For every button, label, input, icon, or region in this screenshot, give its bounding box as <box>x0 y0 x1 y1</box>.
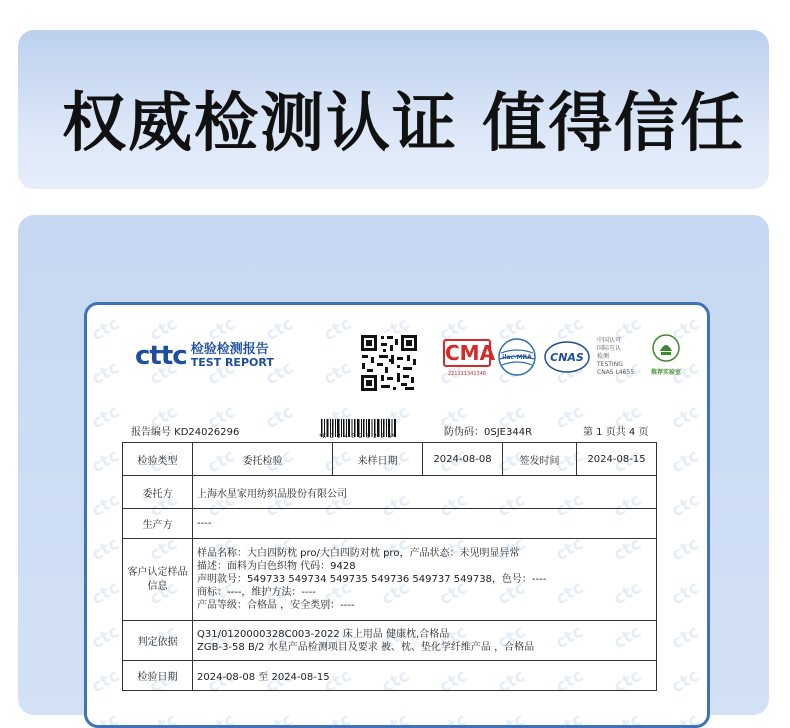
test-date-label: 检验日期 <box>123 661 193 691</box>
basis-label: 判定依据 <box>123 621 193 661</box>
client-label: 委托方 <box>123 476 193 509</box>
sample-info-value <box>193 539 657 621</box>
qr-code-icon <box>359 333 419 393</box>
cma-label: CMA <box>445 341 496 365</box>
basis-line: Q31/0120000328C003-2022 床上用品 健康枕,合格品 <box>197 628 450 640</box>
sample-date-value: 2024-08-08 <box>423 443 503 476</box>
logo-mark: cttc <box>135 341 187 371</box>
ilac-mra-icon <box>497 337 537 377</box>
logo-en: TEST REPORT <box>190 356 274 370</box>
ilac-label: ilac-MRA <box>502 354 532 361</box>
sample-info-line: 产品等级：合格品 ，安全类别：---- <box>197 600 355 611</box>
client-value: 上海水星家用纺织品股份有限公司 <box>193 476 657 509</box>
cmaf-label: 推荐实验室 <box>650 369 681 376</box>
type-value: 委托检验 <box>193 443 333 476</box>
test-report-certificate <box>84 302 710 728</box>
report-table <box>122 442 657 691</box>
producer-value: ---- <box>193 509 657 539</box>
cnas-text: 中国认可 国际互认 检测 TESTING CNAS L4655 <box>597 337 635 376</box>
cmaf-icon <box>651 333 681 363</box>
basis-value <box>193 621 657 661</box>
sample-info-line: 商标：----，维护方法：---- <box>197 587 316 598</box>
cnas-icon <box>544 340 590 374</box>
table-row <box>123 443 657 476</box>
table-row <box>123 539 657 621</box>
issue-date-label: 签发时间 <box>503 443 577 476</box>
sample-info-line: 声明款号：549733 549734 549735 549736 549737 549738，色号：---- <box>197 574 547 585</box>
report-number: 报告编号 KD24026296 <box>131 427 240 438</box>
banner-title: 权威检测认证 值得信任 <box>62 87 747 161</box>
sample-info-line: 样品名称：大白四防枕 pro/大白四防对枕 pro，产品状态：未见明显异常 <box>197 548 520 559</box>
cttc-logo <box>135 341 274 371</box>
logo-cn: 检验检测报告 <box>190 342 269 358</box>
test-date-value: 2024-08-08 至 2024-08-15 <box>193 661 657 691</box>
barcode-text: *K D 2 4 0 2 6 2 9 6* <box>319 433 395 440</box>
table-row <box>123 661 657 691</box>
table-row <box>123 509 657 539</box>
sample-info-label: 客户认定样品信息 <box>123 539 193 621</box>
basis-line: ZGB-3-58 B/2 水星产品检测项目及要求 被、枕、垫化学纤维产品 ，合格品 <box>197 641 535 653</box>
table-row <box>123 476 657 509</box>
page-info: 第 1 页共 4 页 <box>583 427 649 438</box>
type-label: 检验类型 <box>123 443 193 476</box>
cma-mark <box>443 339 496 377</box>
anti-fake-code: 防伪码：0SJE344R <box>444 427 533 438</box>
cnas-label: CNAS <box>550 351 584 364</box>
issue-date-value: 2024-08-15 <box>577 443 657 476</box>
cma-number: 221111341346 <box>447 371 487 377</box>
producer-label: 生产方 <box>123 509 193 539</box>
cmaf-mark <box>649 333 683 376</box>
table-row <box>123 621 657 661</box>
banner <box>18 30 769 189</box>
sample-date-label: 来样日期 <box>333 443 423 476</box>
sample-info-line: 描述：面料为白色织物 代码：9428 <box>197 561 356 572</box>
